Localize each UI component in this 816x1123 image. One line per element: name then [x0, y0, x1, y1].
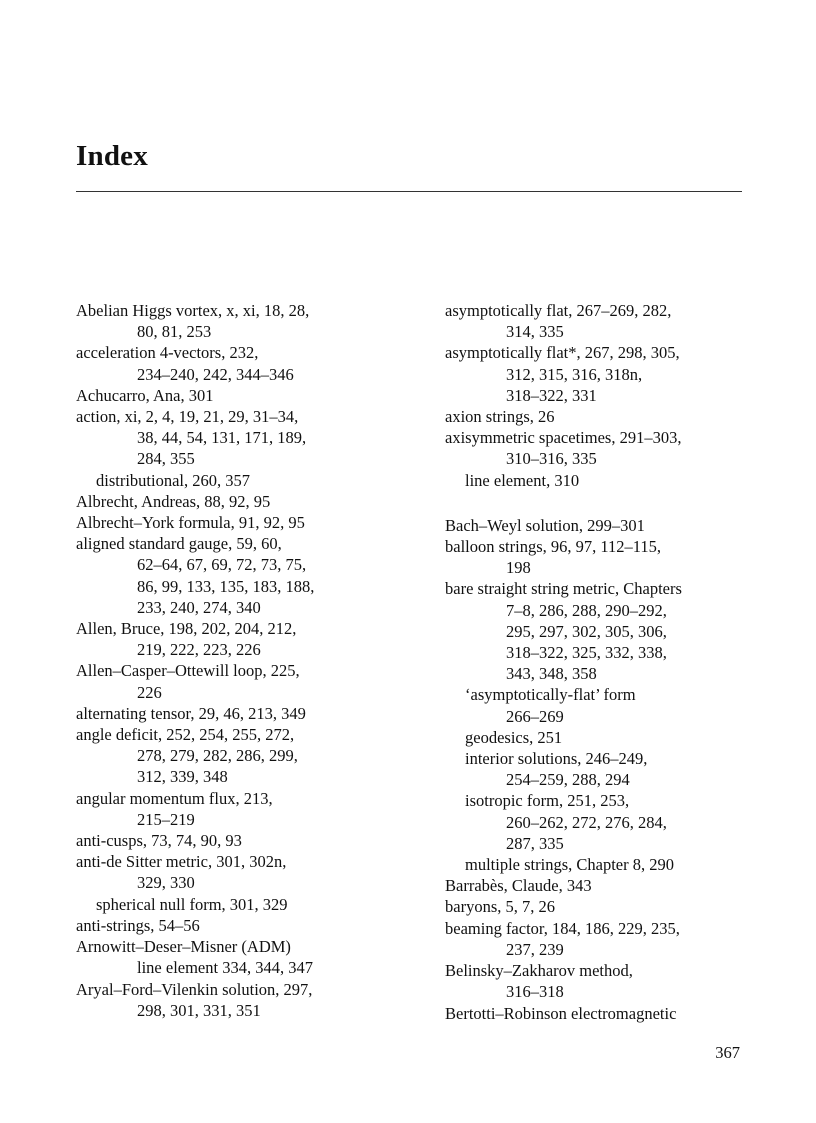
- index-entry: [76, 406, 406, 470]
- index-entry-continuation: line element 334, 344, 347: [137, 958, 313, 978]
- index-entry: [445, 875, 775, 896]
- index-entry-continuation: 86, 99, 133, 135, 183, 188,: [137, 576, 315, 596]
- index-entry-text: Arnowitt–Deser–Misner (ADM): [76, 937, 291, 957]
- index-entry: [76, 512, 406, 533]
- index-entry: [76, 342, 406, 384]
- index-entry-text: interior solutions, 246–249,: [465, 749, 648, 769]
- index-entry-continuation: 198: [506, 558, 531, 578]
- index-entry-continuation: 314, 335: [506, 322, 564, 342]
- index-entry-text: distributional, 260, 357: [96, 470, 250, 490]
- index-entry-continuation: 226: [137, 682, 162, 702]
- index-entry: [445, 918, 775, 960]
- index-entry-text: anti-cusps, 73, 74, 90, 93: [76, 831, 242, 851]
- index-entry-text: axion strings, 26: [445, 407, 555, 427]
- index-subentry: [445, 470, 775, 491]
- index-entry: [76, 300, 406, 342]
- index-entry-text: bare straight string metric, Chapters: [445, 579, 682, 599]
- index-entry: [76, 703, 406, 724]
- index-entry-text: Barrabès, Claude, 343: [445, 876, 592, 896]
- index-entry-text: action, xi, 2, 4, 19, 21, 29, 31–34,: [76, 407, 299, 427]
- index-entry: [445, 515, 775, 536]
- index-entry-text: angular momentum flux, 213,: [76, 788, 273, 808]
- index-subentry: [76, 470, 406, 491]
- index-entry-continuation: 266–269: [506, 706, 564, 726]
- index-entry-continuation: 284, 355: [137, 449, 195, 469]
- index-entry-text: ‘asymptotically-flat’ form: [465, 685, 636, 705]
- index-entry-text: aligned standard gauge, 59, 60,: [76, 534, 282, 554]
- index-entry-text: Allen–Casper–Ottewill loop, 225,: [76, 661, 300, 681]
- index-entry: [76, 851, 406, 893]
- index-entry: [445, 1003, 775, 1024]
- index-entry-text: baryons, 5, 7, 26: [445, 897, 555, 917]
- index-entry: [445, 427, 775, 469]
- index-entry-text: axisymmetric spacetimes, 291–303,: [445, 428, 682, 448]
- index-entry-text: isotropic form, 251, 253,: [465, 791, 630, 811]
- index-entry: [76, 660, 406, 702]
- index-entry-continuation: 329, 330: [137, 873, 195, 893]
- index-entry: [445, 536, 775, 578]
- index-entry: [445, 342, 775, 406]
- index-entry-continuation: 219, 222, 223, 226: [137, 640, 261, 660]
- index-entry: [76, 979, 406, 1021]
- index-subentry: [76, 894, 406, 915]
- index-entry: [76, 618, 406, 660]
- index-entry-continuation: 312, 339, 348: [137, 767, 228, 787]
- index-entry-continuation: 298, 301, 331, 351: [137, 1000, 261, 1020]
- index-subentry: [445, 748, 775, 790]
- index-entry-continuation: 278, 279, 282, 286, 299,: [137, 746, 298, 766]
- index-entry-text: Albrecht, Andreas, 88, 92, 95: [76, 491, 271, 511]
- index-entry: [76, 385, 406, 406]
- index-entry-continuation: 260–262, 272, 276, 284,: [506, 812, 667, 832]
- index-entry-text: Bach–Weyl solution, 299–301: [445, 515, 645, 535]
- index-entry: [76, 491, 406, 512]
- index-entry-continuation: 254–259, 288, 294: [506, 770, 630, 790]
- index-subentry: [445, 684, 775, 726]
- index-entry-continuation: 312, 315, 316, 318n,: [506, 364, 643, 384]
- index-entry-text: Achucarro, Ana, 301: [76, 385, 214, 405]
- index-entry-continuation: 237, 239: [506, 939, 564, 959]
- index-entry-text: multiple strings, Chapter 8, 290: [465, 855, 674, 875]
- title-rule: [76, 191, 742, 192]
- index-entry: [445, 406, 775, 427]
- index-entry-text: beaming factor, 184, 186, 229, 235,: [445, 918, 680, 938]
- index-entry: [445, 578, 775, 684]
- index-entry-continuation: 316–318: [506, 982, 564, 1002]
- index-entry-continuation: 310–316, 335: [506, 449, 597, 469]
- index-subentry: [445, 790, 775, 854]
- index-entry-continuation: 233, 240, 274, 340: [137, 597, 261, 617]
- index-subentry: [445, 854, 775, 875]
- index-column-left: [76, 300, 406, 1021]
- index-entry-text: Bertotti–Robinson electromagnetic: [445, 1003, 677, 1023]
- index-entry-text: anti-de Sitter metric, 301, 302n,: [76, 852, 287, 872]
- index-entry: [445, 896, 775, 917]
- index-entry-text: Albrecht–York formula, 91, 92, 95: [76, 513, 305, 533]
- index-entry-continuation: 318–322, 325, 332, 338,: [506, 643, 667, 663]
- index-entry: [76, 830, 406, 851]
- index-column-right: [445, 300, 775, 1024]
- index-entry-text: spherical null form, 301, 329: [96, 894, 288, 914]
- index-entry-continuation: 287, 335: [506, 833, 564, 853]
- index-entry-text: anti-strings, 54–56: [76, 915, 200, 935]
- index-subentry: [445, 727, 775, 748]
- index-entry-text: line element, 310: [465, 470, 580, 490]
- index-entry: [76, 915, 406, 936]
- index-entry: [76, 533, 406, 618]
- index-entry: [445, 300, 775, 342]
- index-entry-continuation: 38, 44, 54, 131, 171, 189,: [137, 428, 307, 448]
- index-entry-text: angle deficit, 252, 254, 255, 272,: [76, 725, 295, 745]
- index-entry-text: Allen, Bruce, 198, 202, 204, 212,: [76, 619, 297, 639]
- page-number: 367: [715, 1043, 740, 1062]
- index-entry-text: geodesics, 251: [465, 727, 563, 747]
- index-entry-text: Aryal–Ford–Vilenkin solution, 297,: [76, 979, 313, 999]
- index-entry: [76, 788, 406, 830]
- index-entry-continuation: 343, 348, 358: [506, 664, 597, 684]
- index-entry-text: alternating tensor, 29, 46, 213, 349: [76, 703, 306, 723]
- index-entry-continuation: 215–219: [137, 809, 195, 829]
- index-entry-text: balloon strings, 96, 97, 112–115,: [445, 537, 662, 557]
- index-entry: [76, 936, 406, 978]
- index-entry-text: acceleration 4-vectors, 232,: [76, 343, 259, 363]
- index-entry: [445, 960, 775, 1002]
- index-entry-continuation: 234–240, 242, 344–346: [137, 364, 294, 384]
- index-entry-text: asymptotically flat, 267–269, 282,: [445, 301, 672, 320]
- index-entry-continuation: 80, 81, 253: [137, 322, 212, 342]
- index-entry-text: Abelian Higgs vortex, x, xi, 18, 28,: [76, 301, 310, 320]
- index-entry-continuation: 7–8, 286, 288, 290–292,: [506, 600, 667, 620]
- index-entry: [76, 724, 406, 788]
- index-entry-text: asymptotically flat*, 267, 298, 305,: [445, 343, 680, 363]
- index-entry-continuation: 318–322, 331: [506, 385, 597, 405]
- page-title: Index: [76, 140, 148, 172]
- index-entry-text: Belinsky–Zakharov method,: [445, 961, 633, 981]
- index-entry-continuation: 295, 297, 302, 305, 306,: [506, 621, 667, 641]
- index-entry-continuation: 62–64, 67, 69, 72, 73, 75,: [137, 555, 307, 575]
